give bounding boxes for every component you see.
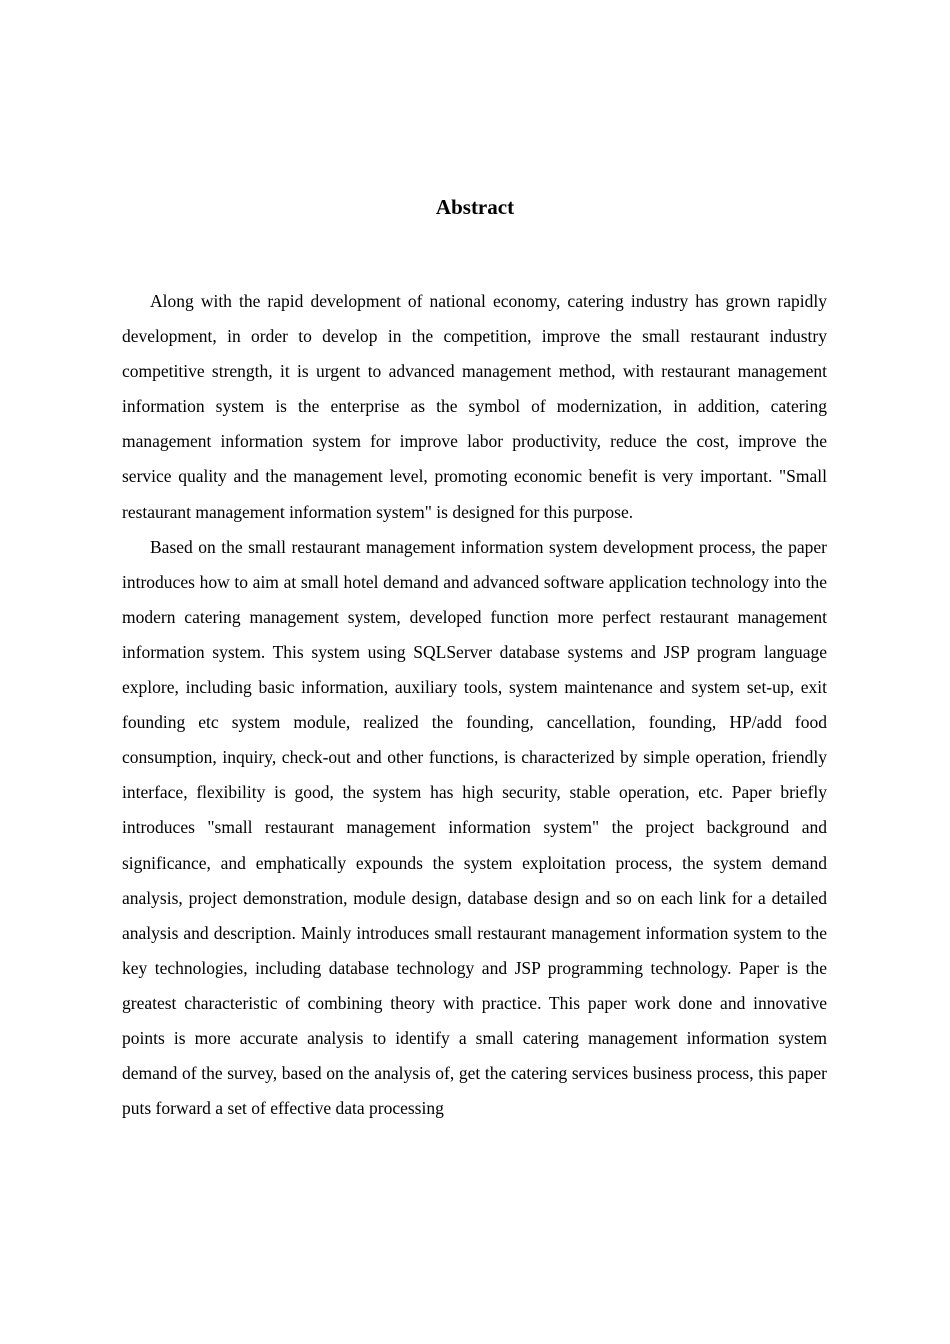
abstract-paragraph-2: Based on the small restaurant management information system development process, the paper introduces how to aim at small hotel demand and advanced software application technology into the modern catering management system, developed function more perfect restaurant management information system. This system using SQLServer database systems and JSP program language explore, including basic information, auxiliary tools, system maintenance and system set-up, exit founding etc system module, realized the founding, cancellation, founding, HP/add food consumption, inquiry, check-out and other functions, is characterized by simple operation, friendly interface, flexibility is good, the system has high security, stable operation, etc. Paper briefly introduces "small restaurant management information system" the project background and significance, and emphatically expounds the system exploitation process, the system demand analysis, project demonstration, module design, database design and so on each link for a detailed analysis and description. Mainly introduces small restaurant management information system to the key technologies, including database technology and JSP programming technology. Paper is the greatest characteristic of combining theory with practice. This paper work done and innovative points is more accurate analysis to identify a small catering management information system demand of the survey, based on the analysis of, get the catering services business process, this paper puts forward a set of effective data processing: [122, 536, 827, 1119]
abstract-title: Abstract: [435, 195, 515, 219]
abstract-paragraph-1: Along with the rapid development of national economy, catering industry has grown rapidly development, in order to develop in the competition, improve the small restaurant industry competitive strength, it is urgent to advanced management method, with restaurant management information system is the enterprise as the symbol of modernization, in addition, catering management information system for improve labor productivity, reduce the cost, improve the service quality and the management level, promoting economic benefit is very important. "Small restaurant management information system" is designed for this purpose.: [122, 291, 827, 522]
abstract-body: [122, 284, 827, 1126]
